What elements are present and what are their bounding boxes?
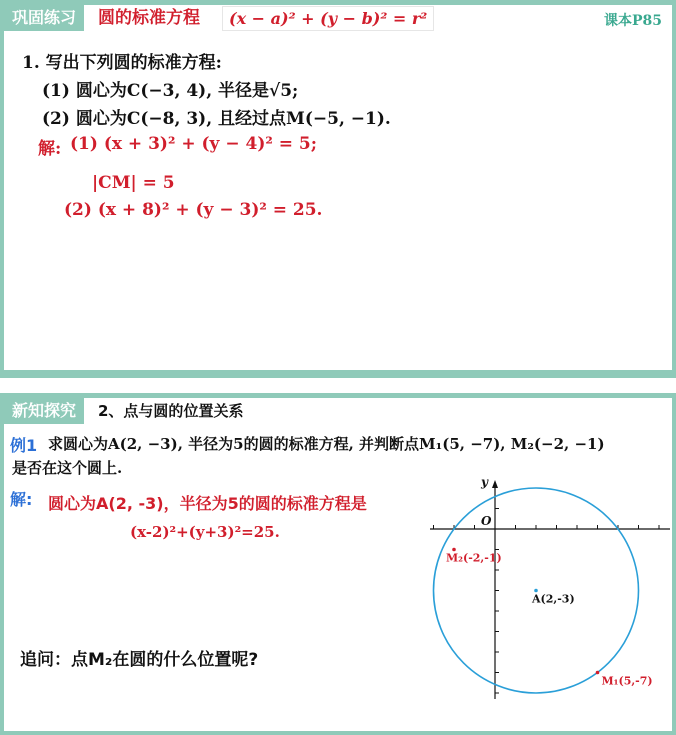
circle-plot: [430, 459, 670, 699]
textbook-reference: 课本P85: [603, 13, 662, 29]
example-text: 求圆心为A(2, −3), 半径为5的圆的标准方程, 并判断点M₁(5, −7), M₂(−2, −1): [48, 435, 605, 453]
header-formula: (x − a)² + (y − b)² = r²: [222, 6, 434, 31]
section-tag: 巩固练习: [4, 4, 84, 31]
question-2: (2) 圆心为C(−8, 3), 且经过点M(−5, −1).: [42, 109, 391, 129]
slide-title: 圆的标准方程: [98, 8, 200, 28]
y-axis-arrow: [492, 480, 498, 488]
slide-footer-bar: [0, 370, 676, 378]
question-title: 1. 写出下列圆的标准方程:: [22, 53, 222, 73]
solution-text: 圆心为A(2, -3)，半径为5的圆的标准方程是: [48, 494, 367, 513]
origin-label: O: [481, 514, 492, 528]
point-label-m1: M₁(5,-7): [601, 674, 653, 688]
answer-label: 解:: [38, 139, 62, 159]
slide-explore: [0, 393, 676, 735]
question-1: (1) 圆心为C(−3, 4), 半径是√5;: [42, 81, 299, 101]
example-text-2: 是否在这个圆上.: [12, 459, 123, 477]
follow-up-question: 追问：点M₂在圆的什么位置呢?: [20, 650, 259, 670]
example-label: 例1: [10, 436, 38, 455]
answer-1: (1) (x + 3)² + (y − 4)² = 5;: [70, 134, 317, 154]
point-label-m2: M₂(-2,-1): [446, 551, 502, 565]
solution-label: 解:: [10, 490, 33, 509]
slide-title: 2、点与圆的位置关系: [98, 402, 244, 420]
y-axis-label: y: [481, 475, 488, 489]
solution-equation: (x-2)²+(y+3)²=25.: [130, 523, 280, 541]
point-m1: [596, 671, 600, 675]
cm-distance: |CM| = 5: [92, 173, 175, 193]
answer-2: (2) (x + 8)² + (y − 3)² = 25.: [64, 200, 323, 220]
point-label-a: A(2,-3): [532, 592, 575, 606]
section-tag: 新知探究: [4, 397, 84, 424]
